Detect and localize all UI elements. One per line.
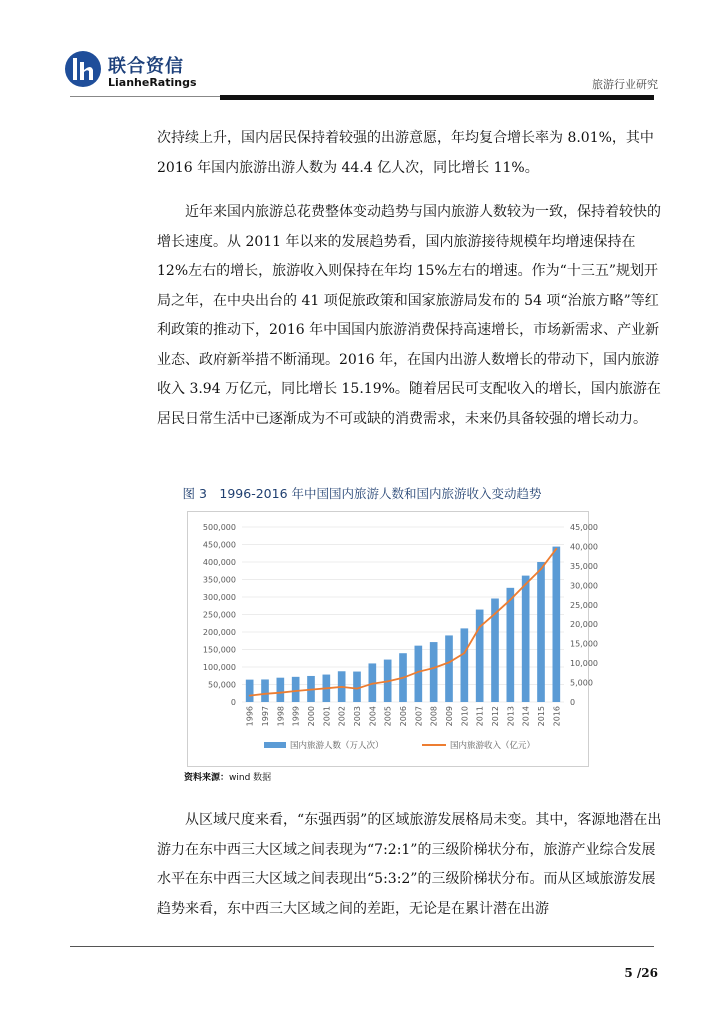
x-tick-label: 2008: [429, 706, 439, 727]
body-paragraph-1: 次持续上升，国内居民保持着较强的出游意愿，年均复合增长率为 8.01%，其中 2016 年国内旅游出游人数为 44.4 亿人次，同比增长 11%。: [157, 130, 654, 176]
income-point-2014: [525, 583, 527, 585]
income-point-2009: [448, 661, 450, 663]
income-point-1997: [264, 693, 266, 695]
x-tick-label: 2004: [368, 706, 378, 727]
x-tick-label: 2009: [445, 706, 454, 727]
income-point-1999: [295, 690, 297, 692]
y-right-tick-label: 20,000: [570, 620, 598, 630]
bar-2003: [353, 672, 361, 702]
y-right-tick-label: 30,000: [570, 581, 598, 591]
x-tick-label: 2016: [552, 706, 562, 727]
tourism-chart: [188, 512, 598, 766]
income-point-2000: [310, 689, 312, 691]
income-point-2016: [555, 548, 557, 550]
y-left-tick-label: 500,000: [202, 523, 236, 532]
y-right-tick-label: 25,000: [570, 600, 598, 610]
x-tick-label: 2005: [383, 706, 393, 727]
income-point-2006: [402, 677, 404, 679]
income-point-2003: [356, 688, 358, 690]
figure-source: [184, 770, 271, 783]
bar-1999: [292, 677, 300, 702]
income-point-2007: [417, 671, 419, 673]
y-left-tick-label: 0: [230, 698, 236, 707]
bar-2014: [522, 576, 530, 702]
report-section-label: 旅游行业研究: [592, 78, 658, 91]
y-left-tick-label: 150,000: [202, 645, 236, 655]
x-tick-label: 2000: [307, 706, 316, 727]
y-left-tick-label: 450,000: [202, 540, 236, 550]
x-tick-label: 2007: [414, 706, 424, 727]
body-paragraph-3: 从区域尺度来看，“东强西弱”的区域旅游发展格局未变。其中，客源地潜在出游力在东中西三大区域之间表现为“7:2:1”的三级阶梯状分布，旅游产业综合发展水平在东中西三大区域之间表现出“5:3:2”的三级阶梯状分布。而从区域旅游发展趋势来看，东中西三大区域之间的差距，无论是在累计潜在出游: [157, 812, 662, 917]
legend-bar-label: 国内旅游人数（万人次）: [290, 741, 384, 751]
income-point-2005: [387, 681, 389, 683]
legend-bar-swatch: [264, 742, 286, 748]
x-tick-label: 2010: [460, 706, 470, 727]
bar-2008: [430, 642, 438, 702]
x-tick-label: 2011: [475, 706, 485, 727]
header-divider-bold: [220, 95, 654, 100]
income-point-2013: [509, 599, 511, 601]
y-left-tick-label: 400,000: [202, 558, 236, 567]
y-right-tick-label: 5,000: [570, 678, 593, 688]
y-left-tick-label: 250,000: [202, 610, 236, 620]
x-tick-label: 2006: [399, 706, 408, 727]
y-right-tick-label: 10,000: [570, 659, 598, 669]
y-right-tick-label: 15,000: [570, 639, 598, 649]
chart-container: [187, 511, 598, 767]
x-tick-label: 2013: [506, 706, 516, 727]
bar-1997: [261, 679, 269, 702]
bar-2016: [553, 547, 561, 702]
x-tick-label: 2003: [353, 706, 362, 727]
bar-2010: [461, 628, 469, 702]
x-tick-label: 2002: [337, 706, 347, 727]
page-header: [0, 0, 724, 110]
y-right-tick-label: 35,000: [570, 561, 598, 571]
bar-1998: [277, 678, 285, 702]
legend-line-label: 国内旅游收入（亿元）: [450, 741, 536, 751]
y-left-tick-label: 350,000: [202, 575, 236, 585]
body-paragraph-2: 近年来国内旅游总花费整体变动趋势与国内旅游人数较为一致，保持着较快的增长速度。从 2011 年以来的发展趋势看，国内旅游接待规模年均增速保持在 12%左右的增长，旅游收入则保持在年均 15%左右的增速。作为“十三五”规划开局之年，在中央出台的 41 项促旅政策和国家旅游局发布的 54 项“治旅方略”等红利政策的推动下，2016 年中国国内旅游消费保持高速增长，市场新需求、产业新业态、政府新举措不断涌现。2016 年，在国内出游人数增长的带动下，国内旅游收入 3.94 万亿元，同比增长 15.19%。随着居民可支配收入的增长，国内旅游在居民日常生活中已逐渐成为不可或缺的消费需求，未来仍具备较强的增长动力。: [157, 204, 661, 427]
y-right-tick-label: 45,000: [570, 523, 598, 532]
bar-1996: [246, 680, 254, 702]
y-left-tick-label: 200,000: [202, 628, 236, 637]
income-point-1996: [249, 695, 251, 697]
source-label: 资料来源：: [184, 773, 230, 783]
y-left-tick-label: 300,000: [202, 593, 236, 602]
x-tick-label: 1997: [261, 706, 270, 727]
income-point-2008: [433, 667, 435, 669]
logo-english-name: LianheRatings: [108, 76, 197, 89]
x-tick-label: 2012: [491, 706, 500, 727]
income-point-2012: [494, 613, 496, 615]
x-tick-label: 2015: [537, 706, 546, 727]
income-point-2004: [371, 683, 373, 685]
income-point-1998: [279, 692, 281, 694]
y-right-tick-label: 0: [570, 698, 576, 707]
footer-divider: [70, 946, 654, 947]
lianhe-logo-icon: [64, 50, 102, 88]
x-tick-label: 1999: [291, 706, 301, 727]
bar-2013: [507, 588, 515, 702]
source-value: wind 数据: [229, 773, 272, 783]
x-tick-label: 2001: [322, 706, 332, 727]
income-point-2011: [479, 626, 481, 628]
income-point-2002: [341, 686, 343, 688]
income-point-2010: [463, 652, 465, 654]
figure-title: 图 3 1996-2016 年中国国内旅游人数和国内旅游收入变动趋势: [182, 486, 542, 501]
bar-2015: [537, 562, 545, 702]
x-tick-label: 1998: [276, 706, 286, 727]
income-point-2001: [325, 687, 327, 689]
y-right-tick-label: 40,000: [570, 542, 598, 552]
bar-2007: [415, 646, 423, 702]
page-number: 5 /26: [624, 966, 658, 980]
bar-2009: [445, 635, 453, 702]
y-left-tick-label: 50,000: [208, 680, 236, 690]
y-left-tick-label: 100,000: [202, 663, 236, 672]
income-point-2015: [540, 568, 542, 570]
x-tick-label: 1996: [245, 706, 255, 727]
logo-chinese-name: 联合资信: [108, 56, 184, 77]
x-tick-label: 2014: [521, 706, 531, 727]
